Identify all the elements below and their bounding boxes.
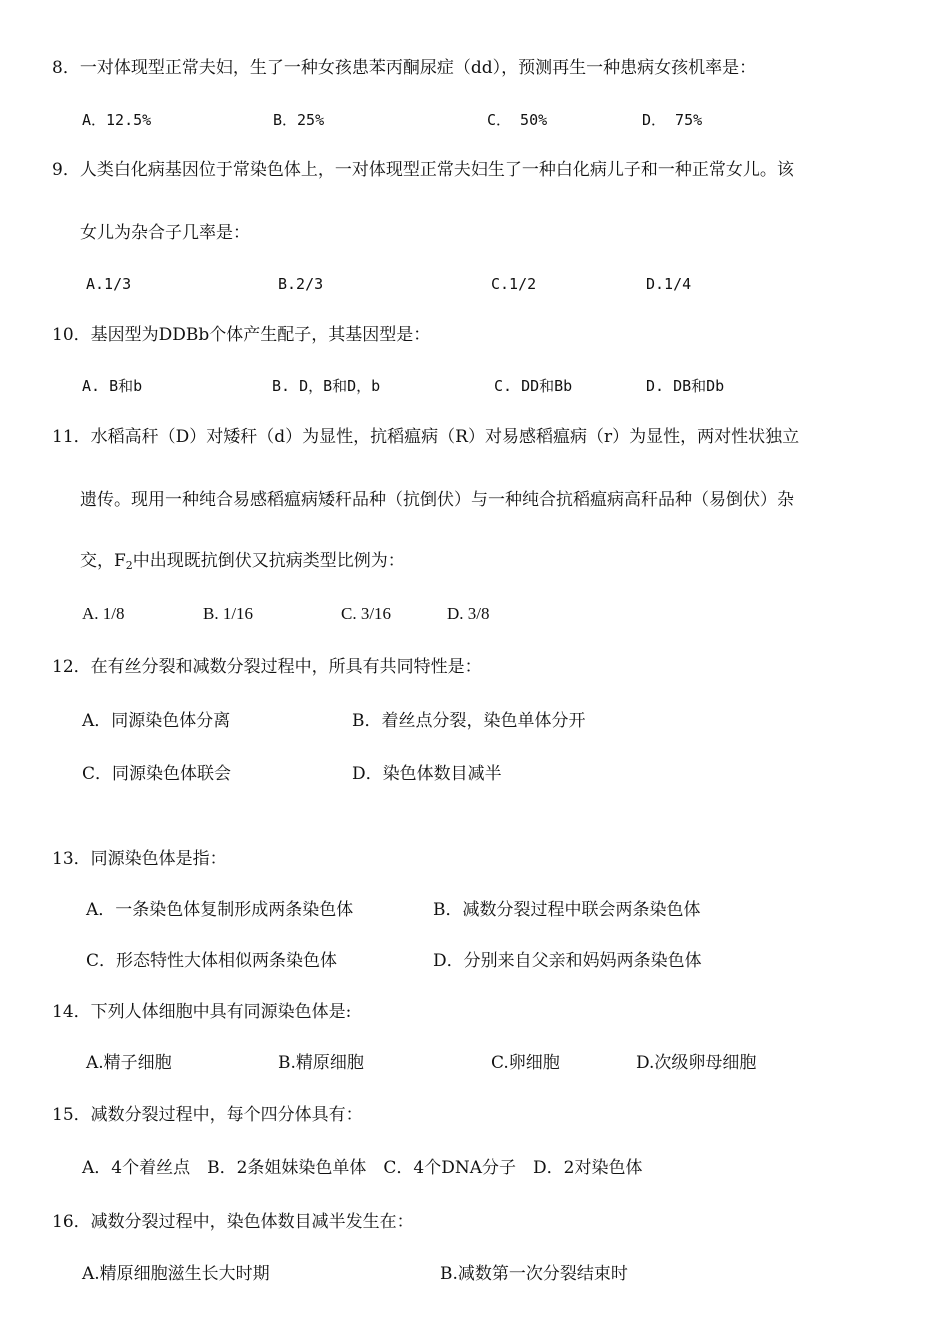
question-11-stem: 11．水稻高秆（D）对矮秆（d）为显性，抗稻瘟病（R）对易感稻瘟病（r）为显性，两对性状独立 xyxy=(52,427,800,447)
question-11-stem-cont-1: 遗传。现用一种纯合易感稻瘟病矮秆品种（抗倒伏）与一种纯合抗稻瘟病高秆品种（易倒伏）杂 xyxy=(80,490,794,510)
q9-option-d: D.1/4 xyxy=(646,275,692,293)
question-9-stem: 9．人类白化病基因位于常染色体上，一对体现型正常夫妇生了一种白化病儿子和一种正常女儿。该 xyxy=(52,160,794,180)
q10-option-b: B. D，B和D，b xyxy=(272,377,381,395)
q16-option-b: B.减数第一次分裂结束时 xyxy=(440,1264,628,1284)
q14-option-a: A.精子细胞 xyxy=(86,1053,172,1073)
q9-option-c: C.1/2 xyxy=(491,275,537,293)
q14-option-c: C.卵细胞 xyxy=(491,1053,560,1073)
q10-option-c: C. DD和Bb xyxy=(494,377,573,395)
q12-option-c: C．同源染色体联会 xyxy=(82,764,232,784)
question-11-stem-cont-2-post: 中出现既抗倒伏又抗病类型比例为： xyxy=(132,551,405,571)
q8-option-b: B．25% xyxy=(273,111,325,129)
question-10-stem: 10．基因型为DDBb个体产生配子，其基因型是： xyxy=(52,325,431,345)
q8-option-a: A．12.5% xyxy=(82,111,152,129)
q10-option-d: D. DB和Db xyxy=(646,377,725,395)
question-9-stem-cont: 女儿为杂合子几率是： xyxy=(80,223,250,243)
q12-option-b: B．着丝点分裂，染色单体分开 xyxy=(352,711,586,731)
question-11-stem-cont-2 xyxy=(80,549,405,573)
question-11-stem-cont-2-pre: 交，F xyxy=(80,551,126,571)
f2-subscript: 2 xyxy=(125,559,133,572)
q13-option-c: C．形态特性大体相似两条染色体 xyxy=(86,951,338,971)
q15-options: A．4个着丝点 B．2条姐妹染色单体 C．4个DNA分子 D．2对染色体 xyxy=(82,1158,643,1178)
question-13-stem: 13．同源染色体是指： xyxy=(52,849,227,869)
question-15-stem: 15．减数分裂过程中，每个四分体具有： xyxy=(52,1105,363,1125)
q16-option-a: A.精原细胞滋生长大时期 xyxy=(82,1264,270,1284)
q13-option-a: A．一条染色体复制形成两条染色体 xyxy=(86,900,354,920)
question-12-stem: 12．在有丝分裂和减数分裂过程中，所具有共同特性是： xyxy=(52,657,482,677)
q9-option-b: B.2/3 xyxy=(278,275,324,293)
q8-option-c: C． 50% xyxy=(487,111,548,129)
question-8-stem: 8．一对体现型正常夫妇，生了一种女孩患苯丙酮尿症（dd），预测再生一种患病女孩机率是： xyxy=(52,58,757,78)
q9-option-a: A.1/3 xyxy=(86,275,132,293)
q11-option-c: C. 3/16 xyxy=(341,604,392,623)
q11-option-b: B. 1/16 xyxy=(203,604,254,623)
question-14-stem: 14．下列人体细胞中具有同源染色体是: xyxy=(52,1002,352,1022)
q12-option-d: D．染色体数目减半 xyxy=(352,764,502,784)
q8-option-d: D． 75% xyxy=(642,111,703,129)
q13-option-d: D．分别来自父亲和妈妈两条染色体 xyxy=(433,951,702,971)
q14-option-b: B.精原细胞 xyxy=(278,1053,364,1073)
q12-option-a: A．同源染色体分离 xyxy=(82,711,231,731)
question-16-stem: 16．减数分裂过程中，染色体数目减半发生在： xyxy=(52,1212,414,1232)
q11-option-a: A. 1/8 xyxy=(82,604,125,623)
q11-option-d: D. 3/8 xyxy=(447,604,490,623)
q13-option-b: B．减数分裂过程中联会两条染色体 xyxy=(433,900,701,920)
q14-option-d: D.次级卵母细胞 xyxy=(636,1053,757,1073)
q10-option-a: A. B和b xyxy=(82,377,143,395)
